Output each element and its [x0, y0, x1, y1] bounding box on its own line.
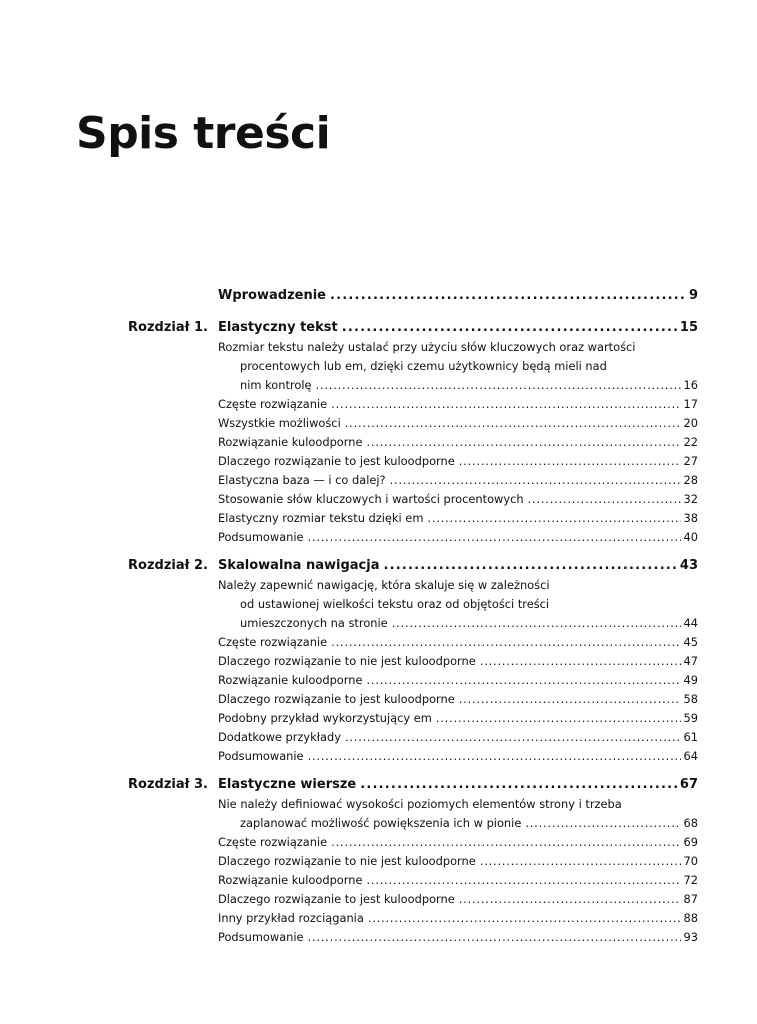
section-title: Częste rozwiązanie — [218, 635, 328, 649]
toc-section[interactable] — [218, 509, 698, 528]
toc-page-number: 69 — [683, 835, 698, 849]
toc-section[interactable] — [218, 395, 698, 414]
section-title: Dlaczego rozwiązanie to nie jest kuloodporne — [218, 854, 476, 868]
section-title: Rozwiązanie kuloodporne — [218, 873, 363, 887]
toc-section[interactable] — [218, 871, 698, 890]
toc-page-number: 38 — [683, 511, 698, 525]
toc-page-number: 87 — [683, 892, 698, 906]
toc-page-number: 67 — [679, 777, 698, 792]
dot-leader — [308, 528, 681, 547]
toc-page-number: 61 — [683, 730, 698, 744]
section-title: Elastyczna baza — i co dalej? — [218, 473, 386, 487]
toc-page-number: 88 — [683, 911, 698, 925]
chapter-title: Elastyczne wiersze — [218, 777, 357, 792]
page-title: Spis treści — [76, 108, 331, 159]
section-line: Rozmiar tekstu należy ustalać przy użyciu słów kluczowych oraz wartości — [218, 340, 636, 354]
dot-leader — [480, 652, 681, 671]
toc-page-number: 49 — [683, 673, 698, 687]
section-title: Dlaczego rozwiązanie to jest kuloodporne — [218, 454, 455, 468]
toc-page-number: 20 — [683, 416, 698, 430]
dot-leader — [368, 909, 681, 928]
toc-page-number: 45 — [683, 635, 698, 649]
toc-entry-intro[interactable] — [218, 287, 698, 305]
toc-section[interactable] — [218, 528, 698, 547]
toc-page-number: 59 — [683, 711, 698, 725]
section-title: Podsumowanie — [218, 749, 304, 763]
section-title: Dlaczego rozwiązanie to jest kuloodporne — [218, 692, 455, 706]
toc-page-number: 16 — [683, 378, 698, 392]
section-title: Częste rozwiązanie — [218, 835, 328, 849]
section-title: Elastyczny rozmiar tekstu dzięki em — [218, 511, 424, 525]
toc-section[interactable] — [218, 338, 698, 395]
toc-section[interactable] — [218, 652, 698, 671]
dot-leader — [331, 633, 680, 652]
chapter-3-sections — [218, 795, 698, 947]
toc-section[interactable] — [218, 728, 698, 747]
toc-page-number: 15 — [679, 320, 698, 335]
dot-leader — [528, 490, 681, 509]
dot-leader — [525, 814, 680, 833]
toc-section[interactable] — [218, 795, 698, 833]
dot-leader — [459, 890, 681, 909]
section-title: Dodatkowe przykłady — [218, 730, 341, 744]
toc-page-number: 64 — [683, 749, 698, 763]
dot-leader — [308, 747, 681, 766]
section-title: Stosowanie słów kluczowych i wartości procentowych — [218, 492, 524, 506]
toc-page-number: 70 — [683, 854, 698, 868]
toc-section[interactable] — [218, 452, 698, 471]
section-line: Należy zapewnić nawigację, która skaluje się w zależności — [218, 578, 550, 592]
dot-leader — [427, 509, 680, 528]
dot-leader — [367, 671, 681, 690]
toc-section[interactable] — [218, 890, 698, 909]
chapter-label: Rozdział 3. — [128, 777, 208, 792]
section-title: Wszystkie możliwości — [218, 416, 341, 430]
toc-section[interactable] — [218, 833, 698, 852]
toc-chapter-3[interactable] — [128, 776, 698, 794]
section-title: Rozwiązanie kuloodporne — [218, 673, 363, 687]
toc-page-number: 40 — [683, 530, 698, 544]
section-line: Nie należy definiować wysokości poziomych elementów strony i trzeba — [218, 797, 622, 811]
toc-entry-title: Wprowadzenie — [218, 288, 326, 303]
toc-page-number: 28 — [683, 473, 698, 487]
toc-section[interactable] — [218, 909, 698, 928]
dot-leader — [316, 376, 681, 395]
toc-page-number: 17 — [683, 397, 698, 411]
toc-section[interactable] — [218, 747, 698, 766]
dot-leader — [342, 319, 677, 337]
dot-leader — [331, 395, 680, 414]
dot-leader — [480, 852, 681, 871]
section-title: Dlaczego rozwiązanie to jest kuloodporne — [218, 892, 455, 906]
dot-leader — [345, 728, 681, 747]
section-title: Rozwiązanie kuloodporne — [218, 435, 363, 449]
chapter-1-sections — [218, 338, 698, 547]
toc-page-number: 27 — [683, 454, 698, 468]
chapter-label: Rozdział 1. — [128, 320, 208, 335]
chapter-label: Rozdział 2. — [128, 558, 208, 573]
toc-section[interactable] — [218, 852, 698, 871]
section-line: zaplanować możliwość powiększenia ich w pionie — [240, 816, 522, 830]
toc-section[interactable] — [218, 690, 698, 709]
toc-page-number: 9 — [688, 288, 698, 303]
chapter-2-sections — [218, 576, 698, 766]
toc-page-number: 58 — [683, 692, 698, 706]
section-line: umieszczonych na stronie — [240, 616, 388, 630]
toc-page-number: 72 — [683, 873, 698, 887]
section-line: procentowych lub em, dzięki czemu użytkownicy będą mieli nad — [240, 359, 607, 373]
toc-page-number: 32 — [683, 492, 698, 506]
toc-chapter-2[interactable] — [128, 557, 698, 575]
toc-section[interactable] — [218, 471, 698, 490]
dot-leader — [345, 414, 681, 433]
dot-leader — [436, 709, 681, 728]
section-title: Inny przykład rozciągania — [218, 911, 364, 925]
toc-chapter-1[interactable] — [128, 319, 698, 337]
section-title: Dlaczego rozwiązanie to nie jest kuloodporne — [218, 654, 476, 668]
section-line: od ustawionej wielkości tekstu oraz od objętości treści — [240, 597, 550, 611]
toc-page-number: 68 — [683, 816, 698, 830]
toc-page-number: 47 — [683, 654, 698, 668]
toc-page-number: 43 — [679, 558, 698, 573]
section-title: Podsumowanie — [218, 930, 304, 944]
dot-leader — [459, 452, 681, 471]
dot-leader — [308, 928, 681, 947]
toc-section[interactable] — [218, 414, 698, 433]
dot-leader — [459, 690, 681, 709]
toc-section[interactable] — [218, 576, 698, 633]
dot-leader — [383, 557, 676, 575]
chapter-title: Elastyczny tekst — [218, 320, 338, 335]
toc-page-number: 93 — [683, 930, 698, 944]
section-title: Częste rozwiązanie — [218, 397, 328, 411]
section-title: Podobny przykład wykorzystujący em — [218, 711, 432, 725]
dot-leader — [392, 614, 681, 633]
toc-section[interactable] — [218, 709, 698, 728]
toc-section[interactable] — [218, 490, 698, 509]
dot-leader — [360, 776, 677, 794]
dot-leader — [330, 287, 686, 305]
toc-page-number: 44 — [683, 616, 698, 630]
toc-section[interactable] — [218, 671, 698, 690]
toc-section[interactable] — [218, 433, 698, 452]
dot-leader — [367, 871, 681, 890]
dot-leader — [367, 433, 681, 452]
toc-page-number: 22 — [683, 435, 698, 449]
section-line: nim kontrolę — [240, 378, 312, 392]
chapter-title: Skalowalna nawigacja — [218, 558, 380, 573]
section-title: Podsumowanie — [218, 530, 304, 544]
dot-leader — [390, 471, 681, 490]
toc-section[interactable] — [218, 633, 698, 652]
toc-section[interactable] — [218, 928, 698, 947]
dot-leader — [331, 833, 680, 852]
